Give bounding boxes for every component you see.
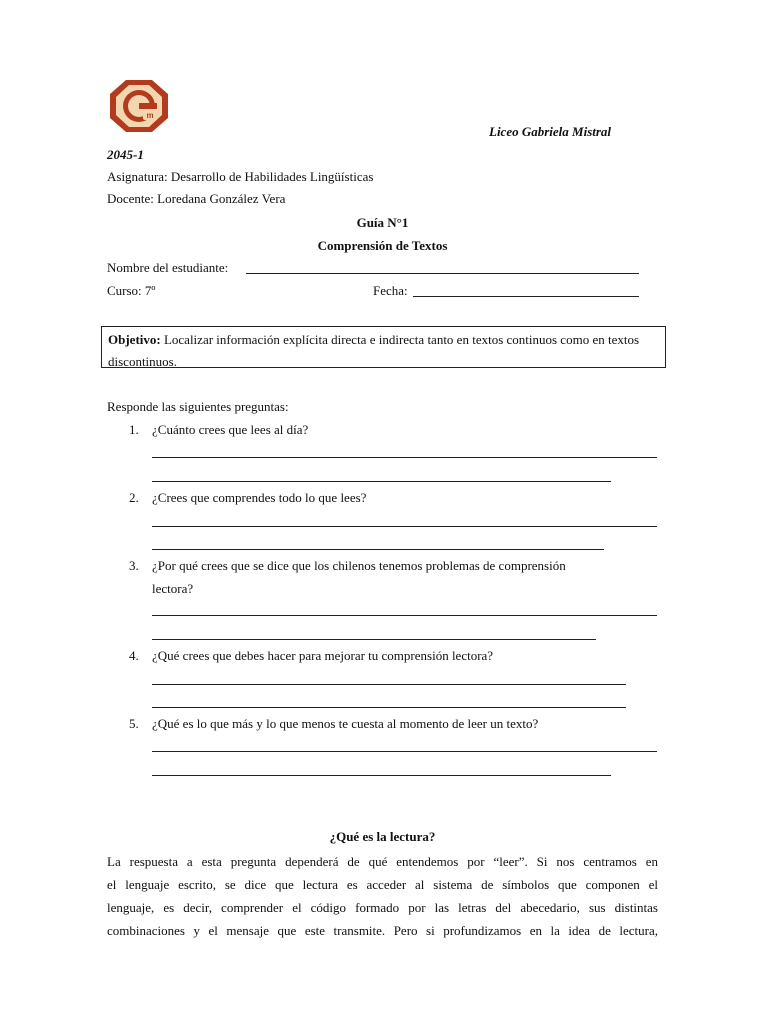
- question-number: 2.: [129, 490, 139, 505]
- answer-line[interactable]: [152, 775, 611, 776]
- school-name: Liceo Gabriela Mistral: [489, 124, 612, 139]
- answer-line[interactable]: [152, 526, 657, 527]
- answer-line[interactable]: [152, 751, 657, 752]
- student-name-field[interactable]: [246, 273, 639, 274]
- question-text-continued: lectora?: [152, 581, 194, 596]
- objective-text: Localizar información explícita directa e indirecta tanto en textos continuos como en textos discontinuos.: [108, 332, 640, 369]
- date-label: Fecha:: [373, 283, 408, 298]
- question-text: ¿Cuánto crees que lees al día?: [152, 422, 309, 437]
- answer-line[interactable]: [152, 684, 626, 685]
- question-number: 3.: [129, 558, 139, 573]
- document-code: 2045-1: [107, 147, 144, 162]
- course-label: Curso: 7º: [107, 283, 156, 298]
- questions-intro: Responde las siguientes preguntas:: [107, 399, 289, 414]
- question-text: ¿Crees que comprendes todo lo que lees?: [152, 490, 367, 505]
- question-text: ¿Qué crees que debes hacer para mejorar tu comprensión lectora?: [152, 648, 494, 663]
- paragraph-line: lenguaje, es decir, comprender el código formado por las letras del abecedario, sus distintas: [107, 900, 658, 915]
- paragraph-line: el lenguaje escrito, se dice que lectura es acceder al sistema de símbolos que componen el: [107, 877, 658, 892]
- subject-line: Asignatura: Desarrollo de Habilidades Lingüísticas: [107, 169, 374, 184]
- answer-line[interactable]: [152, 639, 596, 640]
- question-number: 5.: [129, 716, 139, 731]
- teacher-line: Docente: Loredana González Vera: [107, 191, 286, 206]
- question-number: 1.: [129, 422, 139, 437]
- guide-title: Guía N°1: [356, 215, 409, 230]
- question-number: 4.: [129, 648, 139, 663]
- student-name-label: Nombre del estudiante:: [107, 260, 229, 275]
- date-field[interactable]: [413, 296, 639, 297]
- reading-title: ¿Qué es la lectura?: [329, 829, 436, 844]
- objective-label: Objetivo:: [108, 332, 161, 347]
- guide-subtitle: Comprensión de Textos: [317, 238, 448, 253]
- reading-paragraph: [107, 850, 658, 942]
- school-crest-icon: [108, 78, 170, 134]
- paragraph-line: combinaciones y el mensaje que este transmite. Pero si profundizamos en la idea de lectura,: [107, 923, 658, 938]
- answer-line[interactable]: [152, 707, 626, 708]
- objective-box: [101, 326, 666, 368]
- paragraph-line: La respuesta a esta pregunta dependerá de qué entendemos por “leer”. Si nos centramos en: [107, 854, 658, 869]
- question-text: ¿Qué es lo que más y lo que menos te cuesta al momento de leer un texto?: [152, 716, 539, 731]
- answer-line[interactable]: [152, 481, 611, 482]
- answer-line[interactable]: [152, 457, 657, 458]
- question-text: ¿Por qué crees que se dice que los chilenos tenemos problemas de comprensión: [152, 558, 566, 573]
- answer-line[interactable]: [152, 549, 604, 550]
- svg-text:m: m: [146, 111, 154, 120]
- answer-line[interactable]: [152, 615, 657, 616]
